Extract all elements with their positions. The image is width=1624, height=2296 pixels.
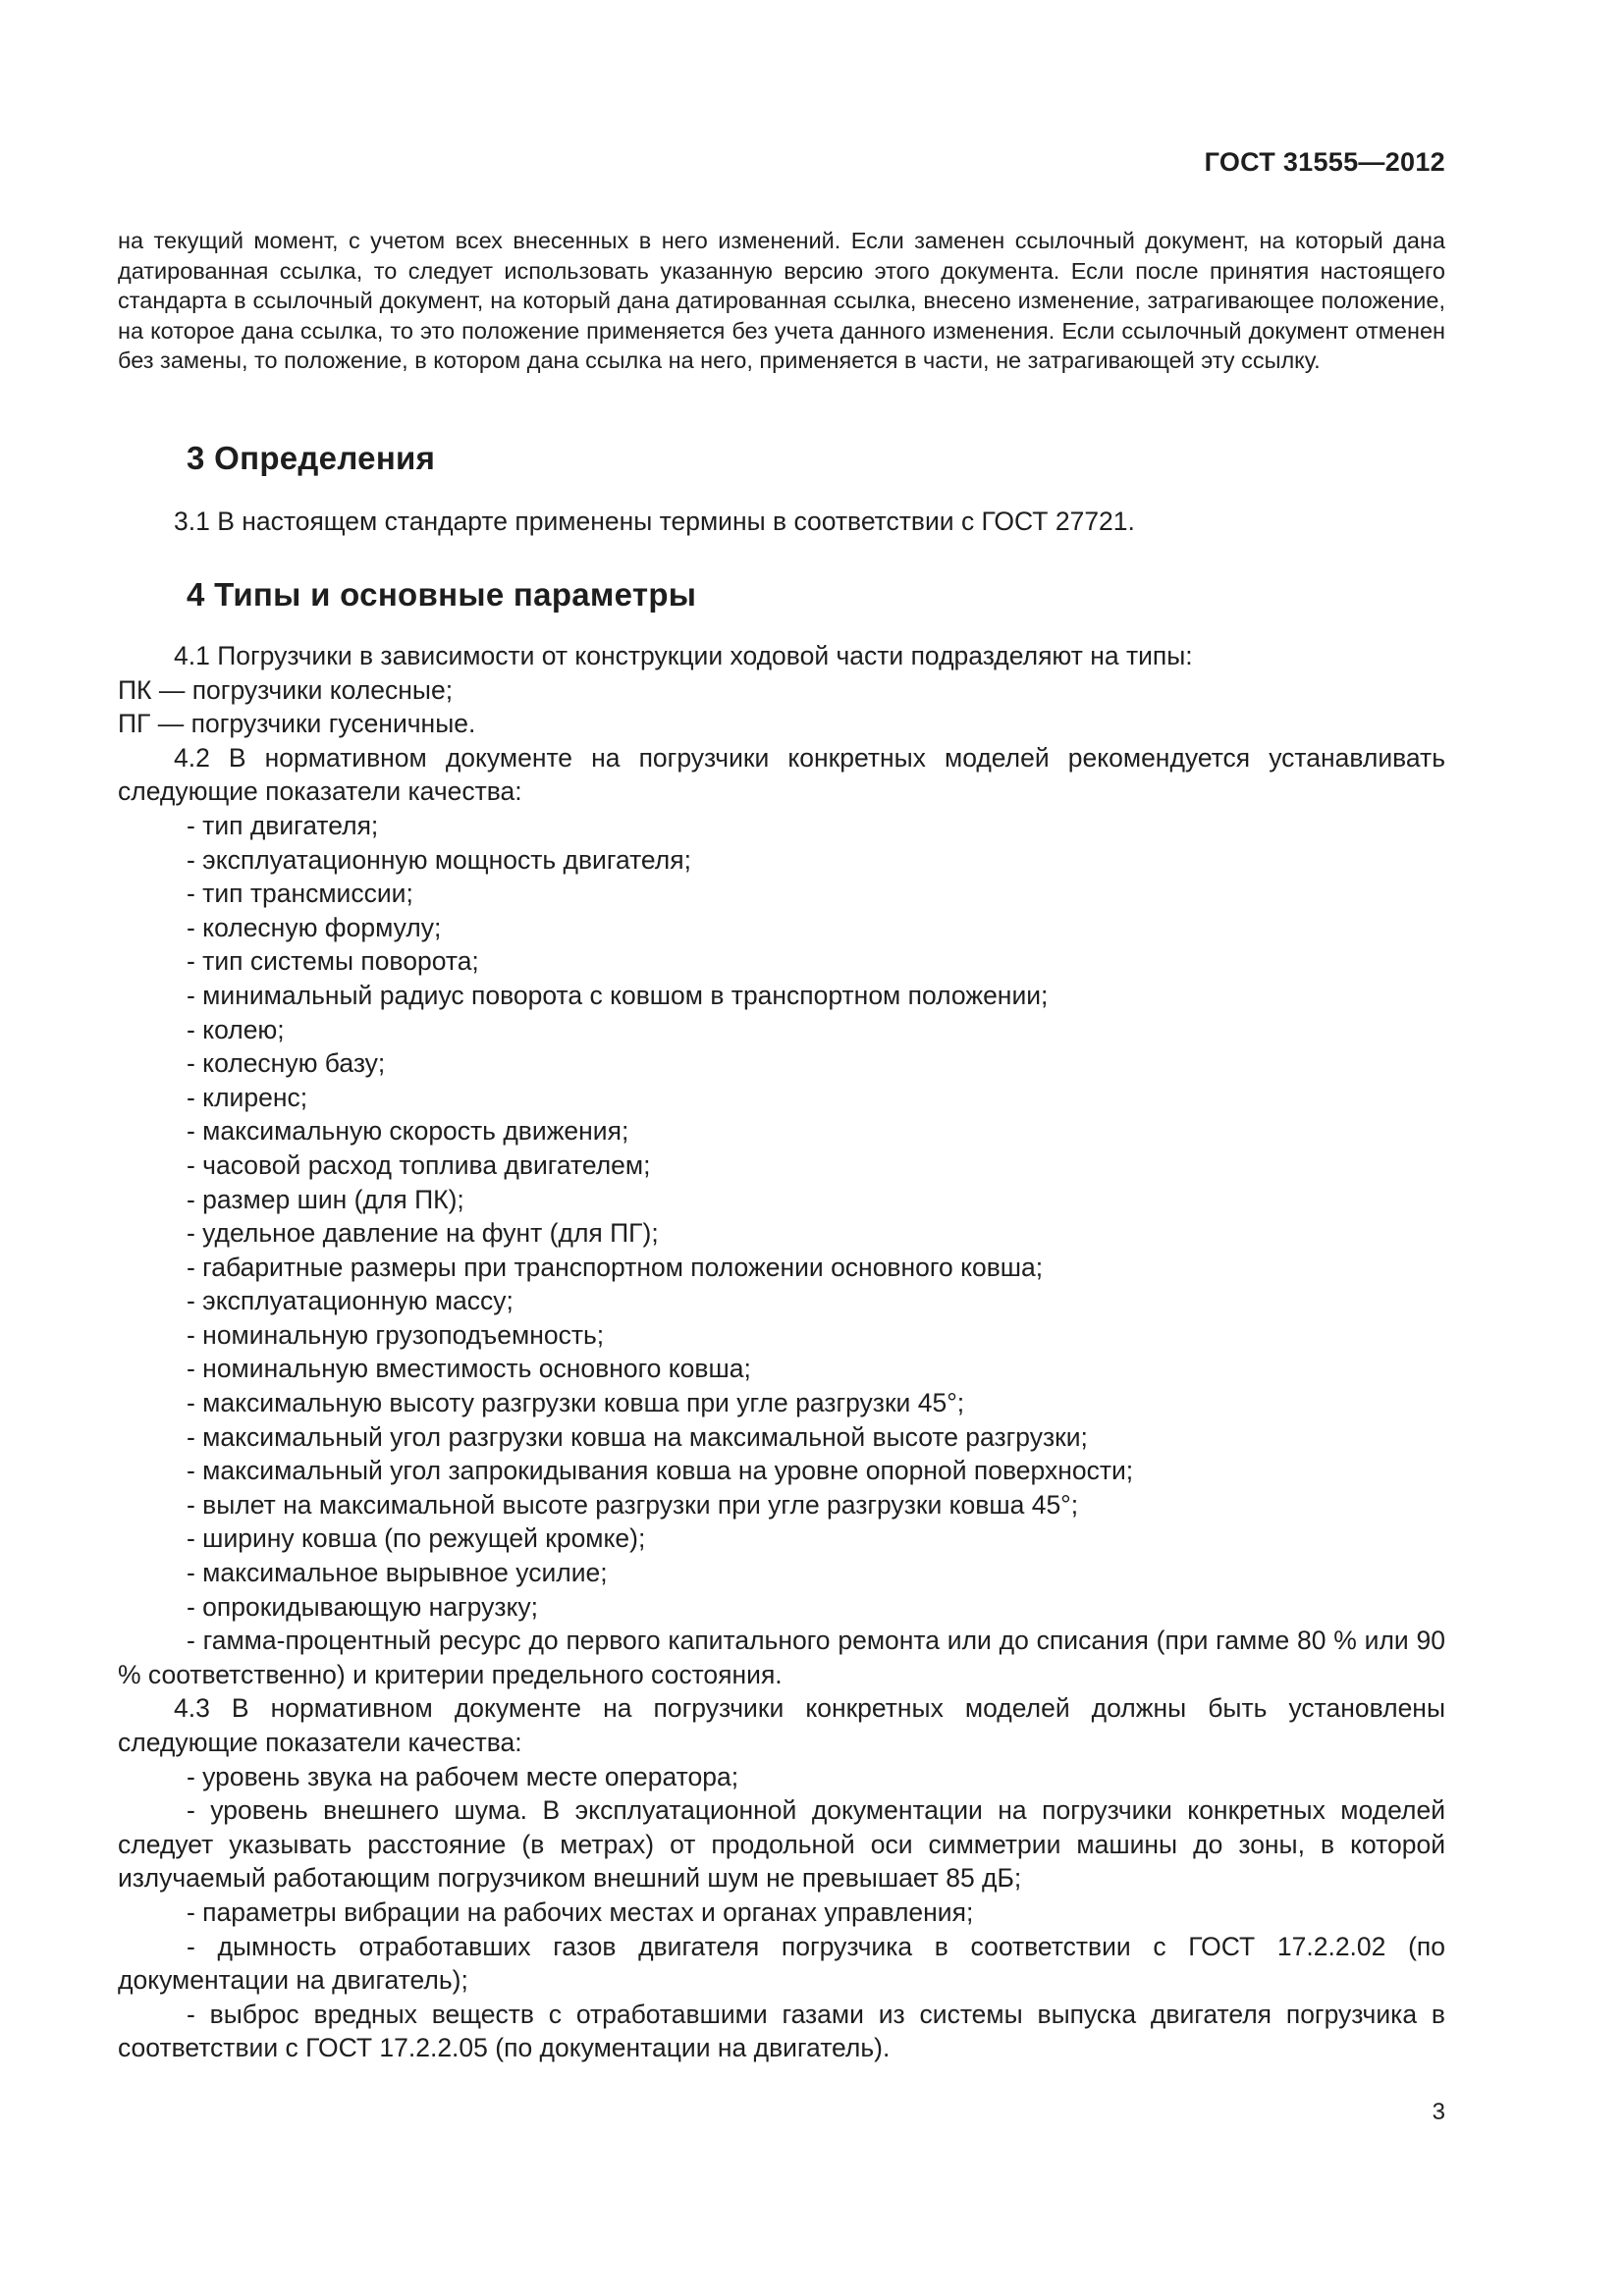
list-item: - максимальный угол разгрузки ковша на максимальной высоте разгрузки;	[187, 1421, 1088, 1452]
clause-3-1: 3.1 В настоящем стандарте применены термины в соответствии с ГОСТ 27721.	[174, 507, 1135, 536]
list-item: - часовой расход топлива двигателем;	[187, 1149, 651, 1180]
list-item: - выброс вредных веществ с отработавшими газами из системы выпуска двигателя погрузчика в соответствии с ГОСТ 17.2.2.05 (по документации на двигатель).	[118, 1999, 1445, 2063]
list-item: - колею;	[187, 1014, 285, 1044]
section-3-body	[118, 505, 1445, 539]
list-item: - габаритные размеры при транспортном положении основного ковша;	[187, 1252, 1044, 1282]
section-4-heading: 4 Типы и основные параметры	[187, 576, 697, 613]
intro-paragraph-block	[118, 226, 1445, 376]
list-item: - тип системы поворота;	[187, 946, 479, 977]
type-pg: ПГ — погрузчики гусеничные.	[118, 709, 476, 739]
list-item: - уровень звука на рабочем месте оператора;	[187, 1761, 739, 1791]
standard-code-header: ГОСТ 31555—2012	[1204, 147, 1445, 177]
list-item: - эксплуатационную массу;	[187, 1286, 514, 1316]
list-item: - тип двигателя;	[187, 810, 379, 840]
list-item: - колесную базу;	[187, 1048, 386, 1079]
list-item: - вылет на максимальной высоте разгрузки при угле разгрузки ковша 45°;	[187, 1489, 1079, 1520]
list-item: - уровень внешнего шума. В эксплуатационной документации на погрузчики конкретных моделей следует указывать расстояние (в метрах) от продольной оси симметрии машины до зоны, в которой излучаемый работающим погрузчиком внешний шум не превышает 85 дБ;	[118, 1795, 1445, 1894]
list-item: - опрокидывающую нагрузку;	[187, 1591, 539, 1622]
list-item: - минимальный радиус поворота с ковшом в транспортном положении;	[187, 980, 1049, 1010]
intro-paragraph: на текущий момент, с учетом всех внесенных в него изменений. Если заменен ссылочный документ, на который дана датированная ссылка, то следует использовать указанную версию этого документа. Если после принятия настоящего стандарта в ссылочный документ, на который дана датированная ссылка, внесено изменение, затрагивающее положение, на которое дана ссылка, то это положение применяется без учета данного изменения. Если ссылочный документ отменен без замены, то положение, в котором дана ссылка на него, применяется в части, не затрагивающей эту ссылку.	[118, 228, 1445, 373]
clause-4-2-list	[118, 809, 1445, 1691]
list-item: - максимальное вырывное усилие;	[187, 1558, 608, 1588]
list-item: - максимальную скорость движения;	[187, 1116, 629, 1147]
list-item: - максимальный угол запрокидывания ковша на уровне опорной поверхности;	[187, 1456, 1134, 1486]
list-item: - параметры вибрации на рабочих местах и органах управления;	[187, 1896, 974, 1927]
section-3-heading: 3 Определения	[187, 440, 436, 476]
list-item: - тип трансмиссии;	[187, 879, 413, 909]
list-item: - максимальную высоту разгрузки ковша при угле разгрузки 45°;	[187, 1388, 965, 1418]
clause-4-2: 4.2 В нормативном документе на погрузчики конкретных моделей рекомендуется устанавливать следующие показатели качества:	[118, 742, 1445, 807]
list-item: - номинальную грузоподъемность;	[187, 1319, 605, 1350]
list-item: - колесную формулу;	[187, 912, 442, 942]
clause-4-3: 4.3 В нормативном документе на погрузчики конкретных моделей должны быть установлены следующие показатели качества:	[118, 1693, 1445, 1757]
section-4-body	[118, 639, 1445, 2065]
list-item: - дымность отработавших газов двигателя погрузчика в соответствии с ГОСТ 17.2.2.02 (по документации на двигатель);	[118, 1931, 1445, 1996]
list-item: - удельное давление на фунт (для ПГ);	[187, 1218, 659, 1249]
list-item: - ширину ковша (по режущей кромке);	[187, 1523, 646, 1554]
type-pk: ПК — погрузчики колесные;	[118, 674, 454, 705]
clause-4-1: 4.1 Погрузчики в зависимости от конструкции ходовой части подразделяют на типы:	[174, 641, 1193, 670]
list-item: - клиренс;	[187, 1082, 308, 1112]
list-item: - гамма-процентный ресурс до первого капитального ремонта или до списания (при гамме 80 % или 90 % соответственно) и критерии предельного состояния.	[118, 1626, 1445, 1689]
page-number: 3	[1432, 2099, 1445, 2125]
list-item: - эксплуатационную мощность двигателя;	[187, 844, 691, 875]
list-item: - размер шин (для ПК);	[187, 1184, 464, 1214]
list-item: - номинальную вместимость основного ковша;	[187, 1354, 751, 1384]
clause-4-3-list	[118, 1760, 1445, 2065]
